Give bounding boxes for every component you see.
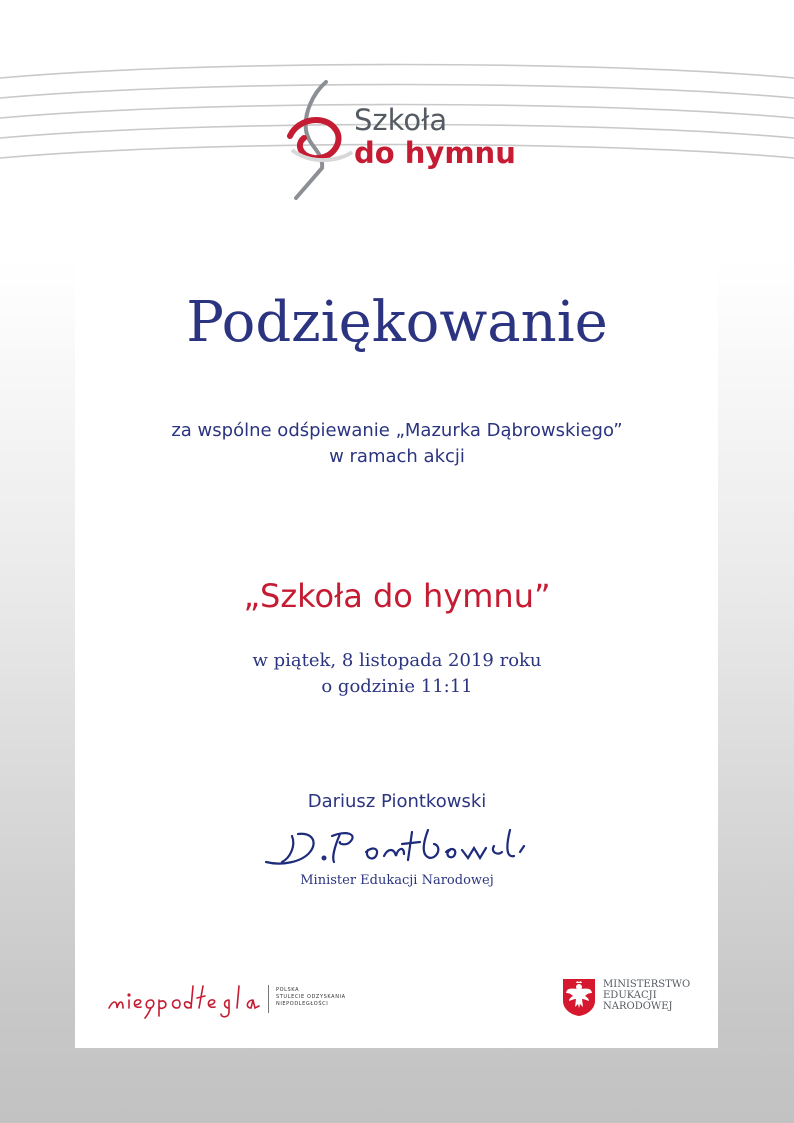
niepodlegla-caption xyxy=(276,987,346,1008)
event-date xyxy=(0,648,794,700)
footer-divider xyxy=(268,985,269,1013)
logo-wordmark xyxy=(354,104,516,170)
ministry-line-3: NARODOWEJ xyxy=(603,1001,673,1012)
certificate-subtitle xyxy=(0,418,794,470)
date-line-1: w piątek, 8 listopada 2019 roku xyxy=(252,650,542,671)
subtitle-line-2: w ramach akcji xyxy=(329,446,465,467)
ministry-wordmark xyxy=(603,979,690,1012)
logo-line-2: do hymnu xyxy=(354,136,516,170)
ministry-line-1: MINISTERSTWO xyxy=(603,979,691,990)
niepodlegla-caption-line-3: NIEPODLEGŁOŚCI xyxy=(276,1001,329,1007)
campaign-name: „Szkoła do hymnu” xyxy=(243,577,551,615)
signer-name: Dariusz Piontkowski xyxy=(307,791,487,812)
certificate-card xyxy=(75,240,718,1048)
certificate-title: Podziękowanie xyxy=(186,290,608,355)
date-line-2: o godzinie 11:11 xyxy=(321,676,473,697)
signer-role: Minister Edukacji Narodowej xyxy=(300,873,494,888)
subtitle-line-1: za wspólne odśpiewanie „Mazurka Dąbrowskiego” xyxy=(171,420,623,441)
polish-eagle-emblem-icon xyxy=(561,977,597,1017)
niepodlegla-caption-line-1: POLSKA xyxy=(276,987,300,993)
logo-line-1: Szkoła xyxy=(354,103,448,137)
ministry-line-2: EDUKACJI xyxy=(603,990,657,1001)
handwritten-signature-icon xyxy=(262,822,532,870)
niepodlegla-caption-line-2: STULECIE ODZYSKANIA xyxy=(276,994,346,1000)
niepodlegla-logo-icon xyxy=(105,978,265,1020)
